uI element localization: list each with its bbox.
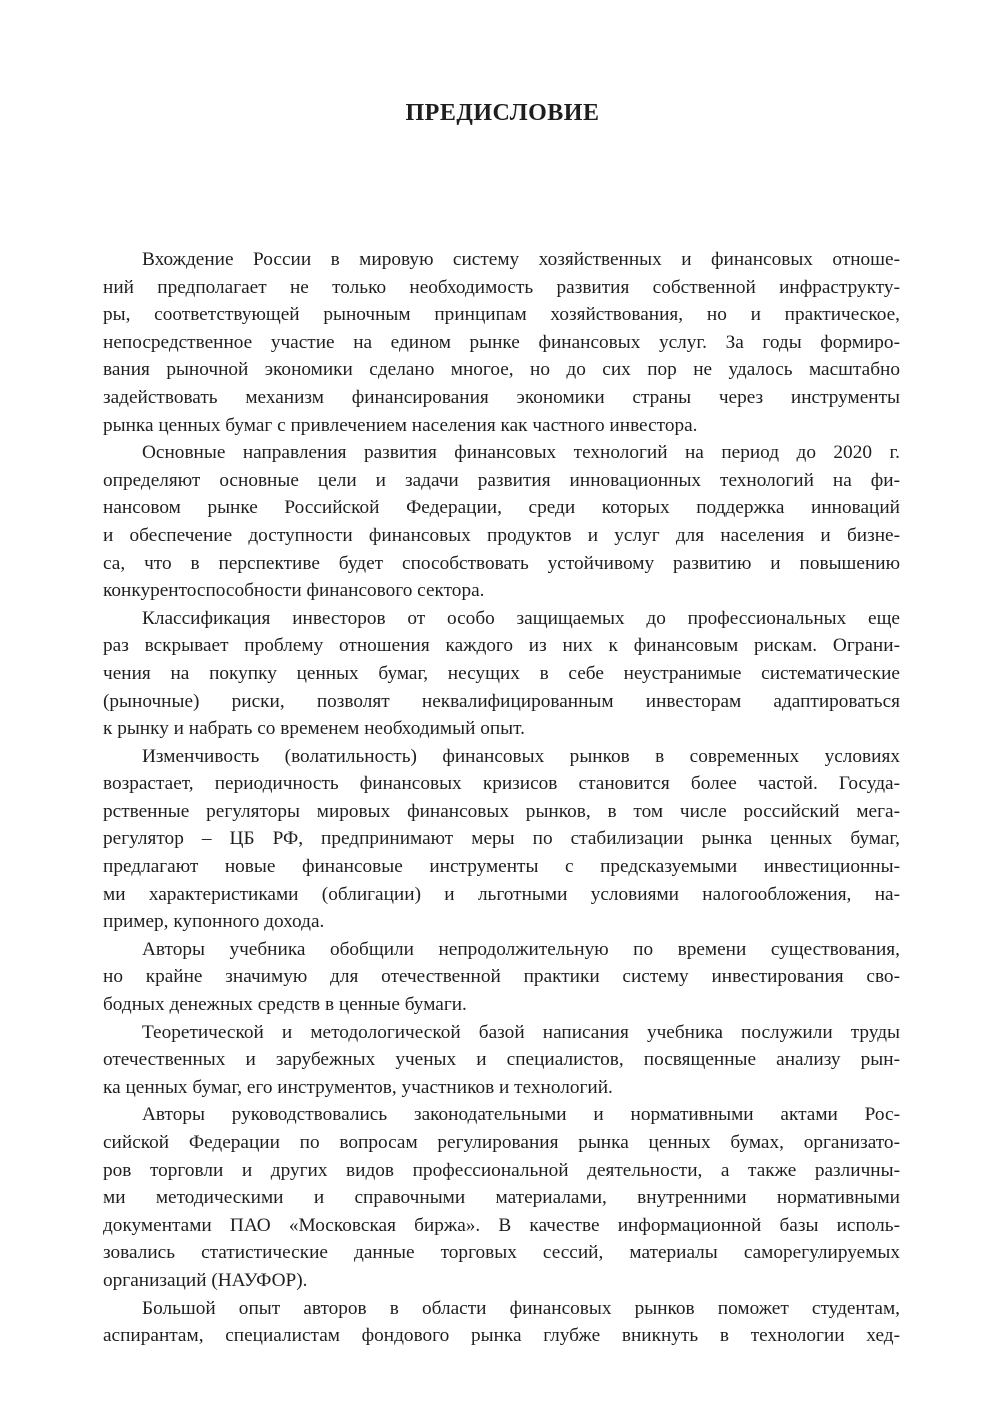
paragraph	[103, 246, 900, 439]
text-line: Большой опыт авторов в области финансовых рынков поможет студентам,	[142, 1297, 900, 1319]
paragraph	[103, 605, 900, 743]
text-line: ми методическими и справочными материалами, внутренними нормативными	[103, 1187, 900, 1209]
text-line: раз вскрывает проблему отношения каждого из них к финансовым рискам. Ограни-	[103, 635, 900, 657]
text-line: ка ценных бумаг, его инструментов, участников и технологий.	[103, 1076, 613, 1098]
text-line: Авторы руководствовались законодательными и нормативными актами Рос-	[142, 1104, 900, 1126]
paragraph	[103, 1019, 900, 1102]
text-line: организаций (НАУФОР).	[103, 1269, 308, 1291]
text-line: задействовать механизм финансирования экономики страны через инструменты	[103, 386, 900, 408]
paragraph	[103, 439, 900, 605]
text-line: регулятор – ЦБ РФ, предпринимают меры по стабилизации рынка ценных бумаг,	[103, 828, 900, 850]
text-line: чения на покупку ценных бумаг, несущих в себе неустранимые систематические	[103, 662, 900, 684]
text-line: документами ПАО «Московская биржа». В качестве информационной базы исполь-	[103, 1214, 900, 1236]
text-line: Основные направления развития финансовых технологий на период до 2020 г.	[142, 442, 900, 464]
text-line: рынка ценных бумаг с привлечением населения как частного инвестора.	[103, 414, 698, 436]
text-line: Авторы учебника обобщили непродолжительную по времени существования,	[142, 938, 900, 960]
text-line: и обеспечение доступности финансовых продуктов и услуг для населения и бизне-	[103, 524, 900, 546]
paragraph	[103, 743, 900, 936]
paragraph	[103, 1295, 900, 1350]
text-line: Изменчивость (волатильность) финансовых рынков в современных условиях	[142, 745, 900, 767]
text-line: непосредственное участие на едином рынке финансовых услуг. За годы формиро-	[103, 331, 900, 353]
text-line: определяют основные цели и задачи развития инновационных технологий на фи-	[103, 469, 900, 491]
text-line: конкурентоспособности финансового сектора.	[103, 580, 485, 602]
text-line: бодных денежных средств в ценные бумаги.	[103, 994, 467, 1016]
text-line: отечественных и зарубежных ученых и специалистов, посвященные анализу рын-	[103, 1049, 900, 1071]
paragraph	[103, 1101, 900, 1294]
text-line: возрастает, периодичность финансовых кризисов становится более частой. Госуда-	[103, 773, 900, 795]
text-line: ры, соответствующей рыночным принципам хозяйствования, но и практическое,	[103, 304, 900, 326]
text-line: к рынку и набрать со временем необходимый опыт.	[103, 718, 525, 740]
text-line: сийской Федерации по вопросам регулирования рынка ценных бумах, организато-	[103, 1132, 900, 1153]
text-line: Теоретической и методологической базой написания учебника послужили труды	[142, 1021, 900, 1043]
text-line: (рыночные) риски, позволят неквалифицированным инвесторам адаптироваться	[103, 690, 900, 712]
text-line: ми характеристиками (облигации) и льготными условиями налогообложения, на-	[103, 883, 900, 905]
text-line: Классификация инвесторов от особо защищаемых до профессиональных еще	[142, 607, 900, 629]
text-line: зовались статистические данные торговых сессий, материалы саморегулируемых	[103, 1242, 900, 1264]
text-line: аспирантам, специалистам фондового рынка глубже вникнуть в технологии хед-	[103, 1325, 900, 1347]
text-line: ний предполагает не только необходимость развития собственной инфраструкту-	[103, 276, 900, 298]
text-line: но крайне значимую для отечественной практики систему инвестирования сво-	[103, 966, 900, 988]
paragraph	[103, 936, 900, 1019]
text-line: Вхождение России в мировую систему хозяйственных и финансовых отноше-	[142, 249, 900, 270]
text-line: са, что в перспективе будет способствовать устойчивому развитию и повышению	[103, 552, 900, 574]
text-line: предлагают новые финансовые инструменты с предсказуемыми инвестиционны-	[103, 856, 900, 878]
text-line: рственные регуляторы мировых финансовых рынков, в том числе российский мега-	[103, 800, 900, 822]
text-line: вания рыночной экономики сделано многое, но до сих пор не удалось масштабно	[103, 359, 900, 381]
page-title: ПРЕДИСЛОВИЕ	[405, 100, 600, 126]
text-line: пример, купонного дохода.	[103, 911, 325, 933]
text-line: ров торговли и других видов профессиональной деятельности, а также различны-	[103, 1159, 900, 1181]
text-line: нансовом рынке Российской Федерации, среди которых поддержка инноваций	[103, 497, 900, 519]
body-text	[103, 246, 900, 1350]
